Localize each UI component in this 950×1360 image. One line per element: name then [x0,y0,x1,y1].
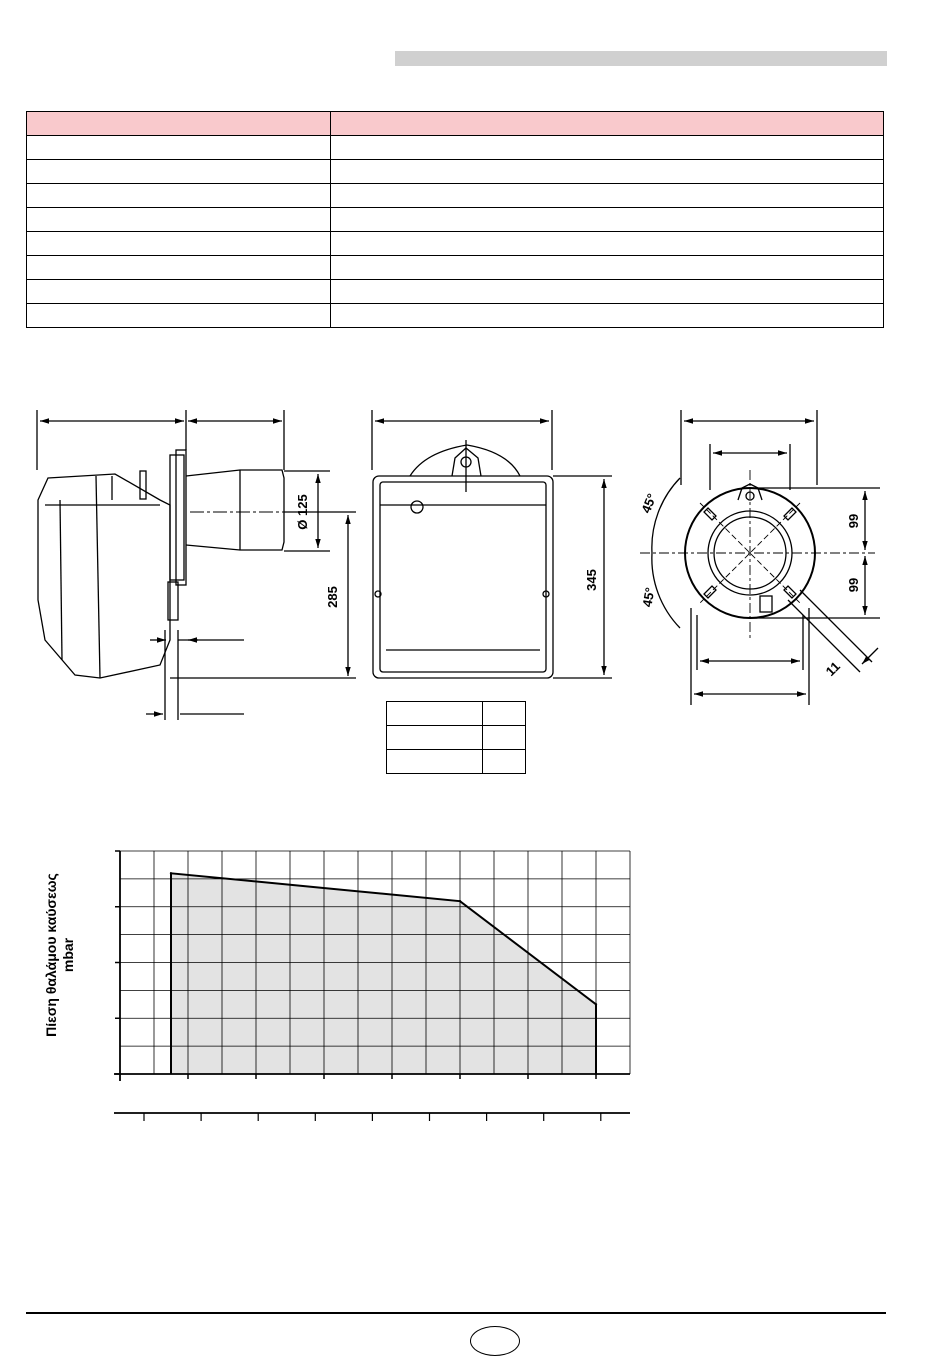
side-view-drawing [37,410,356,720]
table-cell [483,726,526,750]
table-cell [331,256,884,280]
footer-rule [26,1312,886,1314]
section-header-bar [395,51,887,66]
table-cell [27,304,331,328]
offset-bottom-label: 99 [846,577,861,593]
table-row [27,256,884,280]
table-row [27,160,884,184]
front-height-label: 345 [584,569,599,591]
table-cell [331,112,884,136]
table-cell [331,184,884,208]
table-cell [483,702,526,726]
table-cell [27,184,331,208]
y-title-line2: mbar [60,937,76,973]
table-cell [27,256,331,280]
table-cell [27,112,331,136]
page-number-badge [470,1326,520,1356]
table-row [27,232,884,256]
table-cell [27,280,331,304]
combustion-pressure-chart [0,840,650,1130]
table-cell [331,136,884,160]
table-cell [387,702,483,726]
table-row [387,726,526,750]
table-cell [27,232,331,256]
tube-diameter-label: Ø 125 [295,494,310,530]
table-row [387,750,526,774]
table-cell [27,136,331,160]
table-cell [331,160,884,184]
table-cell [331,208,884,232]
dimension-mini-table [386,701,526,774]
offset-top-label: 99 [846,513,861,529]
table-cell [331,232,884,256]
table-cell [331,304,884,328]
table-header-row [27,112,884,136]
flange-view-drawing [640,410,880,705]
table-row [27,184,884,208]
table-row [27,280,884,304]
table-cell [27,208,331,232]
front-view-drawing [372,410,612,678]
table-row [27,208,884,232]
angle-top-label: 45° [638,491,660,516]
specifications-table [26,111,884,328]
burner-dimension-drawings [0,395,950,725]
table-row [27,136,884,160]
y-title-line1: Πίεση θαλάμου καύσεως [43,873,59,1037]
table-cell [331,280,884,304]
table-row [387,702,526,726]
table-cell [483,750,526,774]
table-cell [387,726,483,750]
table-cell [387,750,483,774]
axis-height-label: 285 [325,586,340,608]
data-point [170,872,172,874]
data-point [459,900,461,902]
table-row [27,304,884,328]
table-cell [27,160,331,184]
chart-area-fill [171,873,596,1074]
hole-size-label: 11 [822,658,843,679]
data-point [595,1003,597,1005]
angle-bottom-label: 45° [639,586,658,609]
